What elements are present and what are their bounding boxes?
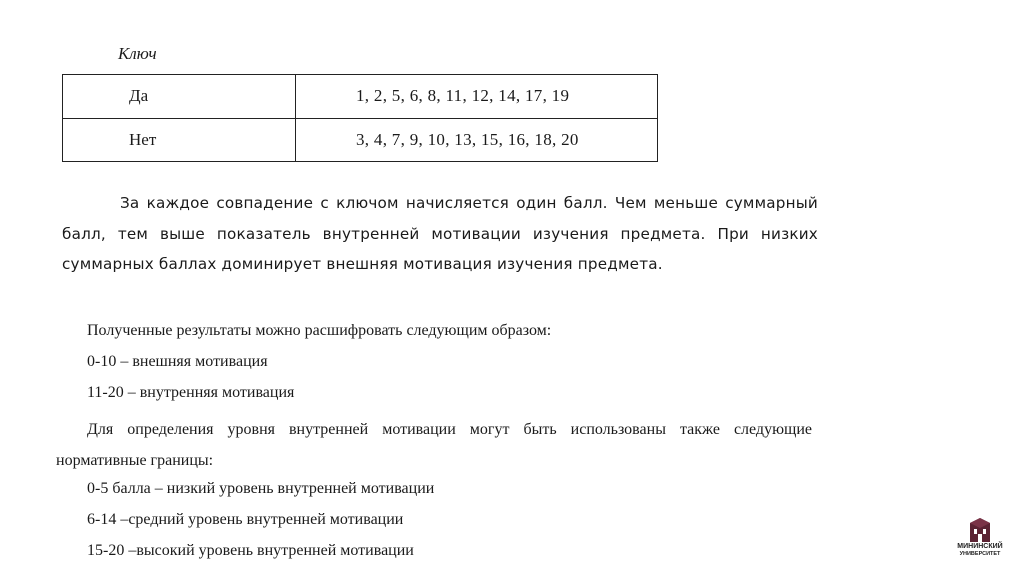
scoring-paragraph: За каждое совпадение с ключом начисляется один балл. Чем меньше суммарный балл, тем выше показатель внутренней мотивации изучения предмета. При низких суммарных баллах доминирует внешняя мотивация изучения предмета. — [62, 194, 818, 273]
result-line-internal: 11-20 – внутренняя мотивация — [87, 384, 295, 401]
key-values-yes: 1, 2, 5, 6, 8, 11, 12, 14, 17, 19 — [296, 75, 658, 119]
key-label-no: Нет — [63, 118, 296, 162]
university-building-icon — [969, 517, 991, 543]
logo-line2: УНИВЕРСИТЕТ — [959, 551, 1001, 557]
norms-paragraph: Для определения уровня внутренней мотивации могут быть использованы также следующие нормативные границы: — [56, 421, 812, 469]
key-table — [62, 74, 658, 162]
university-logo — [950, 517, 1010, 569]
key-row-no — [63, 118, 658, 162]
key-row-yes — [63, 75, 658, 119]
result-line-external: 0-10 – внешняя мотивация — [87, 353, 268, 370]
key-label-yes: Да — [63, 75, 296, 119]
level-medium: 6-14 –средний уровень внутренней мотивации — [87, 511, 404, 528]
key-values-no: 3, 4, 7, 9, 10, 13, 15, 16, 18, 20 — [296, 118, 658, 162]
level-high: 15-20 –высокий уровень внутренней мотивации — [87, 542, 414, 559]
level-low: 0-5 балла – низкий уровень внутренней мотивации — [87, 480, 435, 497]
logo-line1: МИНИНСКИЙ — [957, 543, 1003, 550]
results-intro: Полученные результаты можно расшифровать следующим образом: — [87, 322, 552, 339]
key-title: Ключ — [118, 44, 157, 63]
